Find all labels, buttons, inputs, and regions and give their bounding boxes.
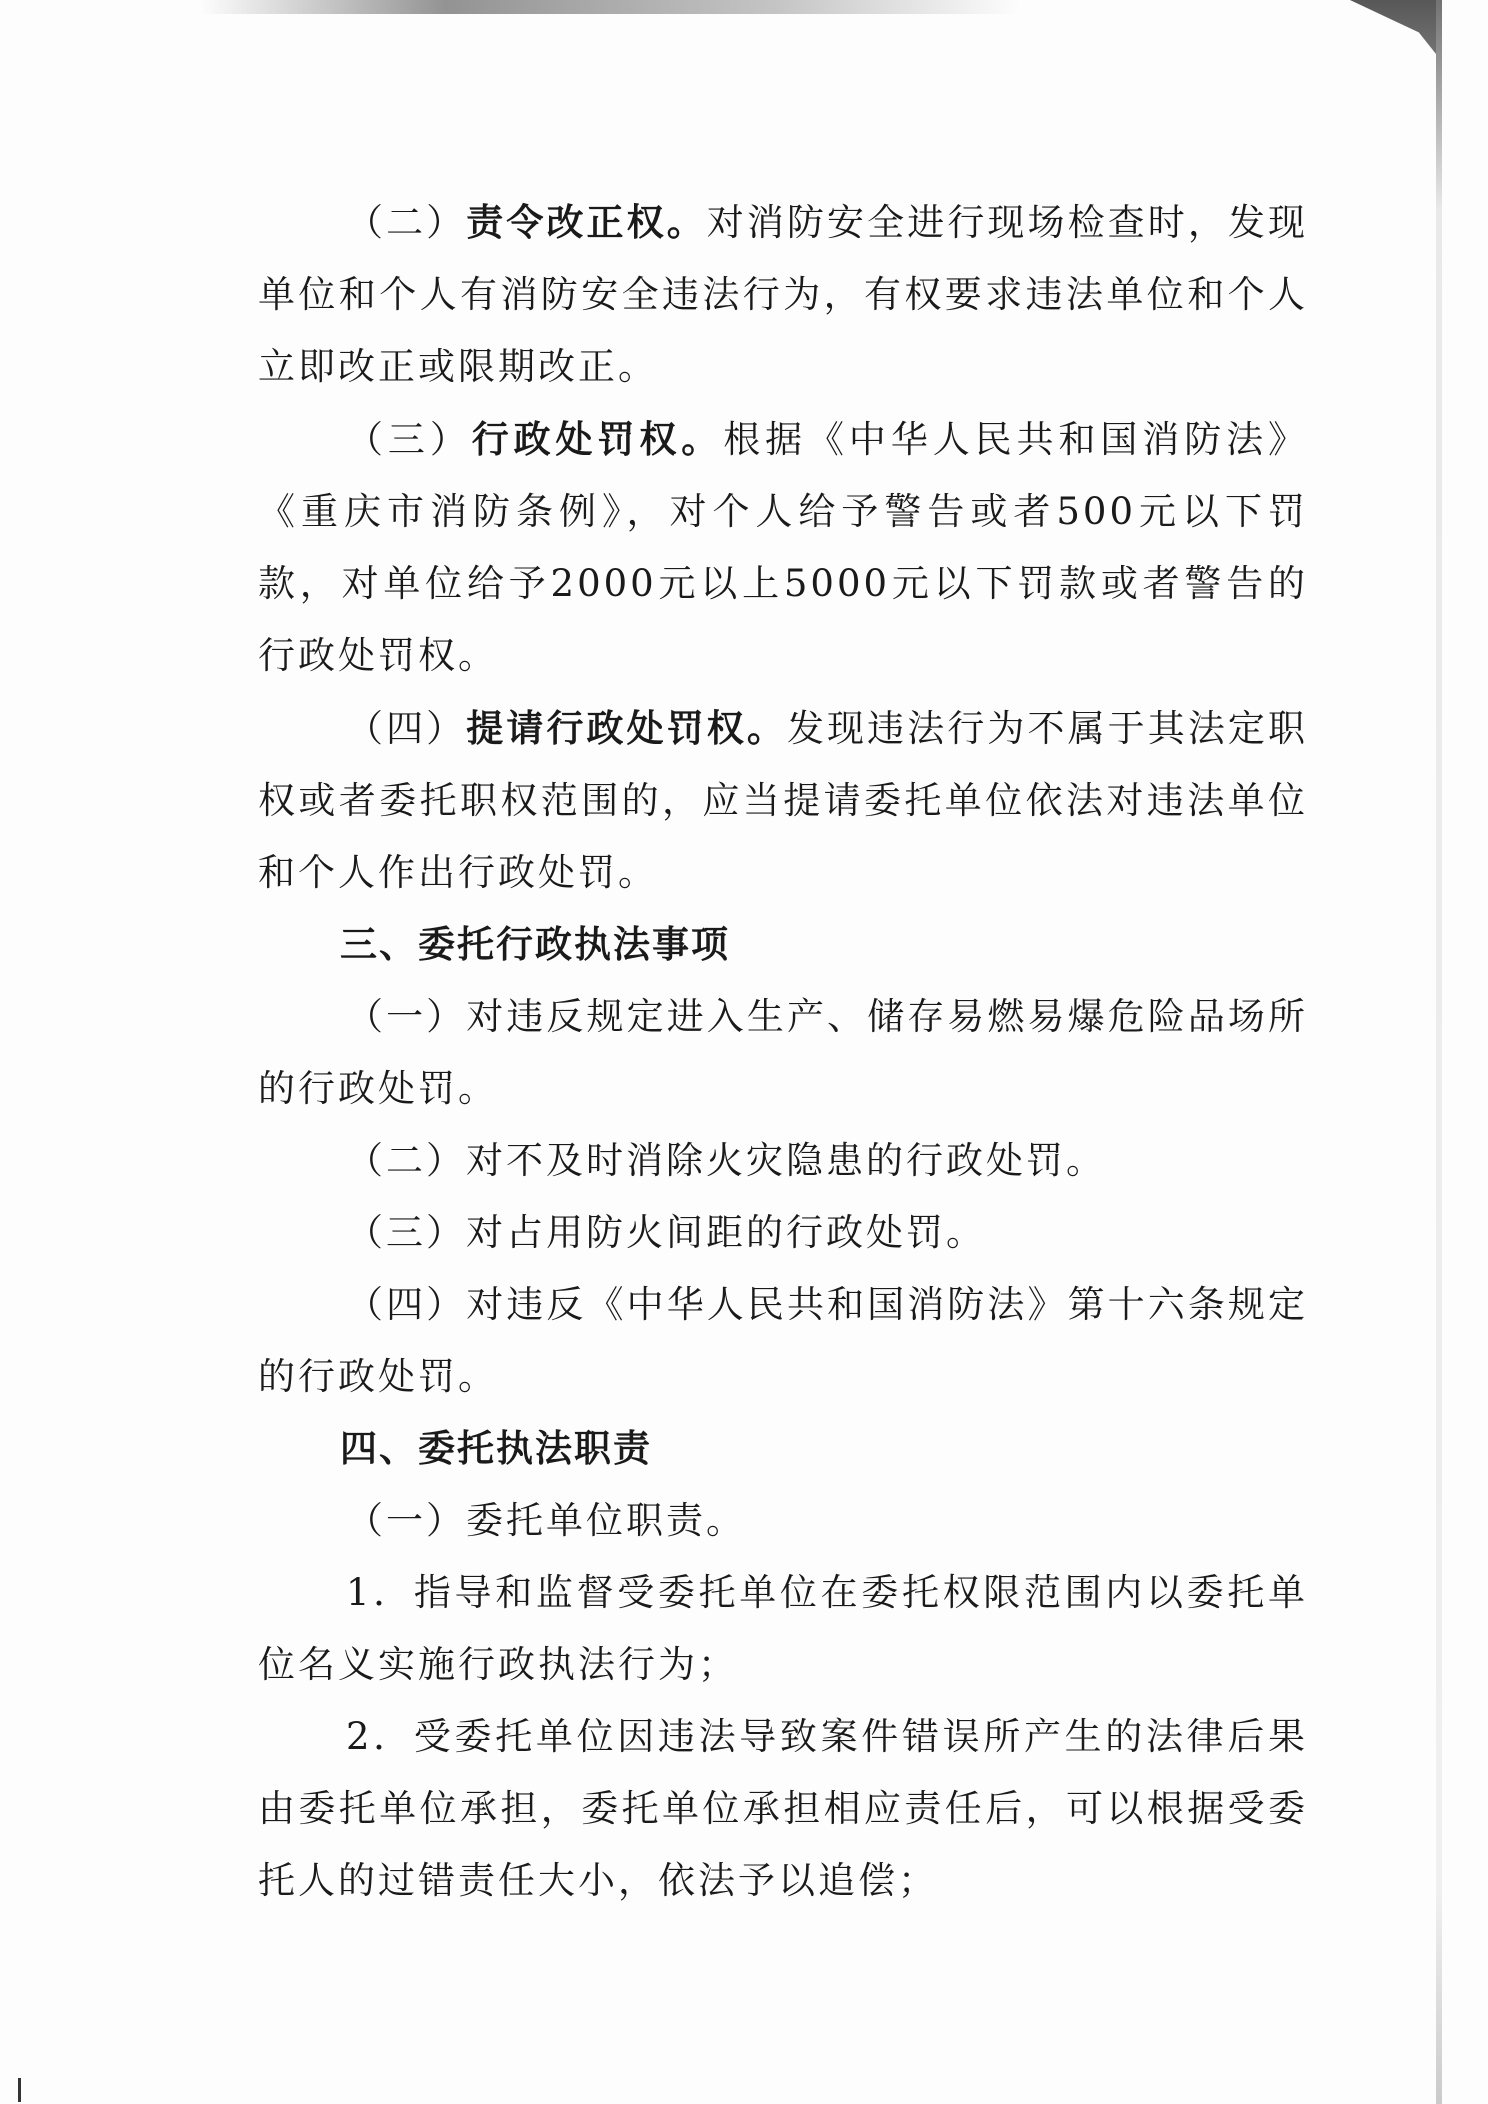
- section4-item-1: 1．指导和监督受委托单位在委托权限范围内以委托单位名义实施行政执法行为；: [258, 1571, 1308, 1686]
- section3-item-3: （三）对占用防火间距的行政处罚。: [346, 1211, 986, 1254]
- section4-subheading-1: （一）委托单位职责。: [346, 1499, 746, 1542]
- section-heading-3: 三、委托行政执法事项: [340, 923, 730, 966]
- paragraph-lead: （二）: [346, 201, 467, 244]
- paragraph-term: 行政处罚权。: [471, 417, 724, 461]
- document-body: [258, 186, 1308, 1917]
- scan-edge-right: [1436, 0, 1442, 2104]
- paragraph-lead: （四）: [346, 707, 467, 750]
- section4-item-2: 2．受委托单位因违法导致案件错误所产生的法律后果由委托单位承担，委托单位承担相应责任后，可以根据受委托人的过错责任大小，依法予以追偿；: [258, 1715, 1308, 1902]
- paragraph-penalty-right: [258, 403, 1308, 692]
- section3-item-4: （四）对违反《中华人民共和国消防法》第十六条规定的行政处罚。: [258, 1283, 1308, 1398]
- paragraph-request-penalty-right: [258, 692, 1308, 909]
- section3-item-1: （一）对违反规定进入生产、储存易燃易爆危险品场所的行政处罚。: [258, 995, 1308, 1110]
- paragraph-lead: （三）: [346, 418, 472, 461]
- scan-shadow-top: [200, 0, 1020, 14]
- paragraph-text: 对消防安全进行现场检查时，发现单位和个人有消防安全违法行为，有权要求违法单位和个人立即改正或限期改正。: [258, 201, 1309, 388]
- scan-mark-left: [18, 2078, 21, 2102]
- paragraph-term: 提请行政处罚权。: [466, 706, 787, 750]
- section3-item-2: （二）对不及时消除火灾隐患的行政处罚。: [346, 1139, 1106, 1182]
- paragraph-term: 责令改正权。: [466, 200, 707, 244]
- scan-corner-fold: [1350, 0, 1436, 54]
- section-heading-4: 四、委托执法职责: [340, 1427, 652, 1470]
- paragraph-text: 发现违法行为不属于其法定职权或者委托职权范围的，应当提请委托单位依法对违法单位和个人作出行政处罚。: [258, 707, 1309, 894]
- paragraph-correction-right: [258, 186, 1308, 403]
- paragraph-text: 根据《中华人民共和国消防法》《重庆市消防条例》，对个人给予警告或者500元以下罚款，对单位给予2000元以上5000元以下罚款或者警告的行政处罚权。: [258, 418, 1309, 677]
